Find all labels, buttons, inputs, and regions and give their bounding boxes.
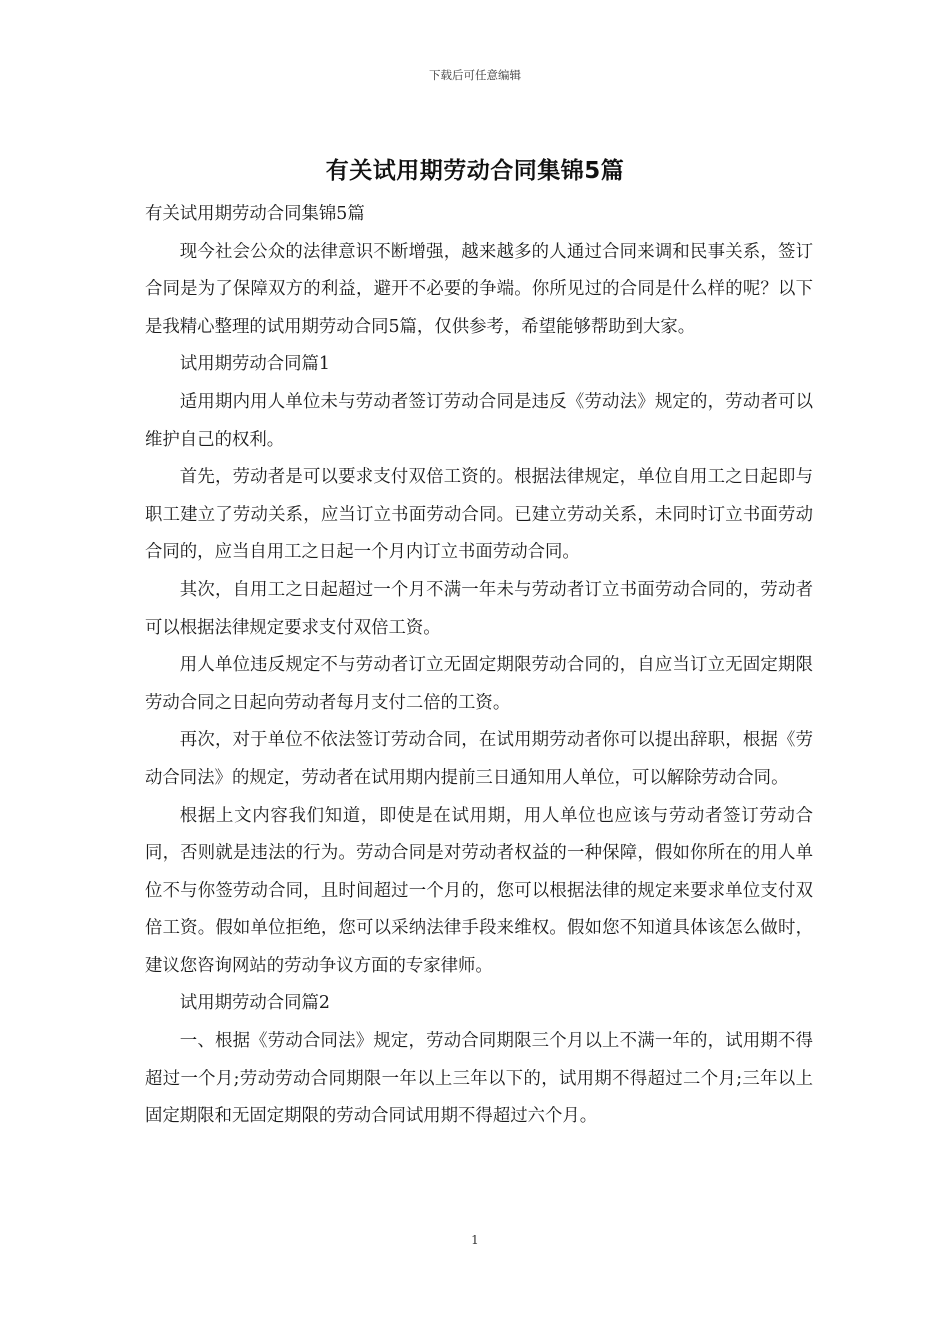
section-heading-2: 试用期劳动合同篇2: [179, 993, 330, 1014]
paragraph: 再次，对于单位不依法签订劳动合同，在试用期劳动者你可以提出辞职，根据《劳动合同法》的规定，劳动者在试用期内提前三日通知用人单位，可以解除劳动合同。: [145, 730, 813, 788]
paragraph: 一、根据《劳动合同法》规定，劳动合同期限三个月以上不满一年的，试用期不得超过一个月;劳动劳动合同期限一年以上三年以下的，试用期不得超过二个月;三年以上固定期限和无固定期限的劳动合同试用期不得超过六个月。: [145, 1031, 813, 1127]
paragraph: 根据上文内容我们知道，即使是在试用期，用人单位也应该与劳动者签订劳动合同，否则就是违法的行为。劳动合同是对劳动者权益的一种保障，假如你所在的用人单位不与你签劳动合同，且时间超过一个月的，您可以根据法律的规定来要求单位支付双倍工资。假如单位拒绝，您可以采纳法律手段来维权。假如您不知道具体该怎么做时，建议您咨询网站的劳动争议方面的专家律师。: [145, 805, 813, 976]
header-note: 下载后可任意编辑: [429, 68, 521, 82]
paragraph: 用人单位违反规定不与劳动者订立无固定期限劳动合同的，自应当订立无固定期限劳动合同之日起向劳动者每月支付二倍的工资。: [145, 655, 813, 713]
section-heading-1: 试用期劳动合同篇1: [179, 354, 330, 375]
page-number: 1: [471, 1233, 479, 1247]
document-body: [145, 196, 813, 1136]
paragraph: 适用期内用人单位未与劳动者签订劳动合同是违反《劳动法》规定的，劳动者可以维护自己的权利。: [145, 391, 813, 450]
paragraph: 首先，劳动者是可以要求支付双倍工资的。根据法律规定，单位自用工之日起即与职工建立了劳动关系，应当订立书面劳动合同。已建立劳动关系，未同时订立书面劳动合同的，应当自用工之日起一个月内订立书面劳动合同。: [145, 467, 813, 563]
paragraph: 其次，自用工之日起超过一个月不满一年未与劳动者订立书面劳动合同的，劳动者可以根据法律规定要求支付双倍工资。: [145, 579, 813, 638]
document-title: 有关试用期劳动合同集锦5篇: [325, 158, 625, 184]
document-subtitle: 有关试用期劳动合同集锦5篇: [145, 204, 365, 224]
paragraph-intro: 现今社会公众的法律意识不断增强，越来越多的人通过合同来调和民事关系，签订合同是为了保障双方的利益，避开不必要的争端。你所见过的合同是什么样的呢？以下是我精心整理的试用期劳动合同5篇，仅供参考，希望能够帮助到大家。: [145, 241, 813, 337]
